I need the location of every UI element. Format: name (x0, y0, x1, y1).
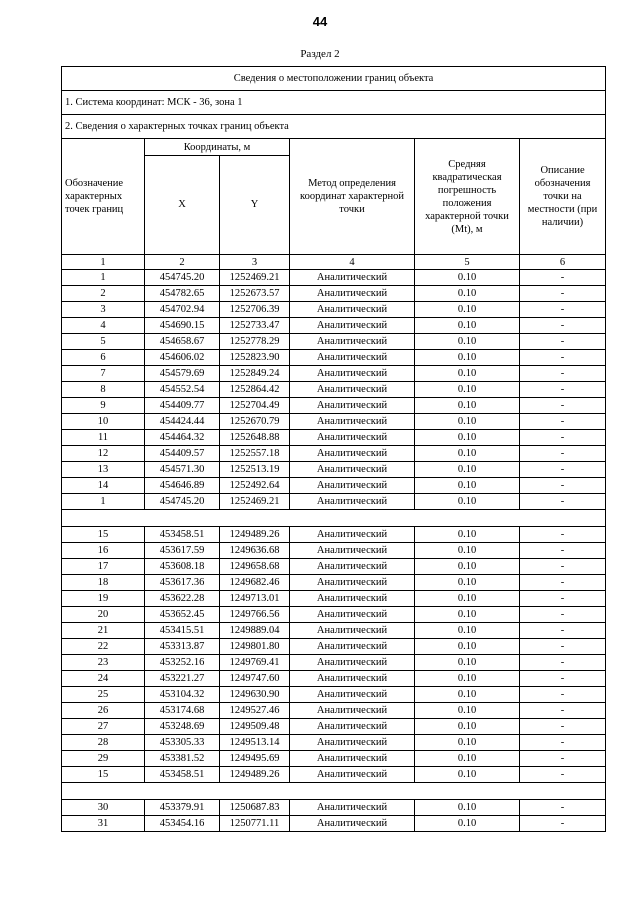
page-number: 44 (312, 14, 328, 29)
cell-point-id: 18 (62, 575, 145, 591)
cell-point-id: 3 (62, 302, 145, 318)
cell-point-id: 23 (62, 655, 145, 671)
cell-x: 454606.02 (145, 350, 220, 366)
cell-x: 453221.27 (145, 671, 220, 687)
cell-x: 454745.20 (145, 494, 220, 510)
cell-method: Аналитический (290, 382, 415, 398)
cell-point-id: 22 (62, 639, 145, 655)
cell-y: 1249489.26 (220, 767, 290, 783)
cell-x: 453313.87 (145, 639, 220, 655)
cell-x: 453458.51 (145, 767, 220, 783)
cell-method: Аналитический (290, 543, 415, 559)
cell-x: 453458.51 (145, 527, 220, 543)
cell-x: 453608.18 (145, 559, 220, 575)
table-row (62, 559, 606, 575)
cell-x: 453305.33 (145, 735, 220, 751)
cell-accuracy: 0.10 (415, 767, 520, 783)
cell-description: - (520, 366, 606, 382)
cell-point-id: 20 (62, 607, 145, 623)
table-row (62, 382, 606, 398)
column-number: 4 (290, 255, 415, 270)
cell-description: - (520, 318, 606, 334)
cell-accuracy: 0.10 (415, 671, 520, 687)
cell-y: 1252670.79 (220, 414, 290, 430)
cell-method: Аналитический (290, 478, 415, 494)
table-row (62, 687, 606, 703)
cell-description: - (520, 639, 606, 655)
cell-method: Аналитический (290, 655, 415, 671)
cell-x: 453617.59 (145, 543, 220, 559)
cell-accuracy: 0.10 (415, 751, 520, 767)
header-method: Метод определения координат характерной точки (290, 139, 415, 255)
cell-method: Аналитический (290, 751, 415, 767)
cell-accuracy: 0.10 (415, 334, 520, 350)
cell-x: 453622.28 (145, 591, 220, 607)
table-row (62, 302, 606, 318)
separator-cell (62, 783, 606, 800)
cell-accuracy: 0.10 (415, 478, 520, 494)
table-row (62, 430, 606, 446)
cell-point-id: 27 (62, 719, 145, 735)
cell-accuracy: 0.10 (415, 607, 520, 623)
cell-description: - (520, 270, 606, 286)
cell-method: Аналитический (290, 575, 415, 591)
boundary-table (61, 66, 606, 832)
table-row (62, 366, 606, 382)
table-row (62, 591, 606, 607)
cell-method: Аналитический (290, 462, 415, 478)
cell-accuracy: 0.10 (415, 430, 520, 446)
cell-method: Аналитический (290, 800, 415, 816)
cell-accuracy: 0.10 (415, 350, 520, 366)
cell-point-id: 1 (62, 270, 145, 286)
cell-y: 1249509.48 (220, 719, 290, 735)
cell-y: 1252849.24 (220, 366, 290, 382)
cell-point-id: 6 (62, 350, 145, 366)
cell-method: Аналитический (290, 302, 415, 318)
cell-x: 453379.91 (145, 800, 220, 816)
header-coordinates: Координаты, м (145, 139, 290, 156)
cell-method: Аналитический (290, 639, 415, 655)
separator-cell (62, 510, 606, 527)
cell-method: Аналитический (290, 623, 415, 639)
table-row (62, 671, 606, 687)
cell-description: - (520, 607, 606, 623)
column-number: 2 (145, 255, 220, 270)
cell-accuracy: 0.10 (415, 591, 520, 607)
cell-y: 1252823.90 (220, 350, 290, 366)
cell-point-id: 31 (62, 816, 145, 832)
table-row (62, 575, 606, 591)
cell-point-id: 28 (62, 735, 145, 751)
cell-method: Аналитический (290, 334, 415, 350)
cell-method: Аналитический (290, 446, 415, 462)
header-y: Y (220, 156, 290, 255)
table-row (62, 767, 606, 783)
table-row (62, 735, 606, 751)
cell-method: Аналитический (290, 671, 415, 687)
cell-accuracy: 0.10 (415, 286, 520, 302)
cell-method: Аналитический (290, 687, 415, 703)
cell-y: 1249489.26 (220, 527, 290, 543)
cell-x: 454464.32 (145, 430, 220, 446)
cell-y: 1252706.39 (220, 302, 290, 318)
cell-y: 1252469.21 (220, 494, 290, 510)
cell-description: - (520, 414, 606, 430)
cell-description: - (520, 816, 606, 832)
section-label: Раздел 2 (300, 48, 340, 60)
cell-description: - (520, 800, 606, 816)
cell-method: Аналитический (290, 559, 415, 575)
cell-description: - (520, 334, 606, 350)
cell-y: 1249630.90 (220, 687, 290, 703)
cell-x: 453652.45 (145, 607, 220, 623)
header-x: X (145, 156, 220, 255)
cell-description: - (520, 527, 606, 543)
cell-accuracy: 0.10 (415, 462, 520, 478)
cell-method: Аналитический (290, 703, 415, 719)
cell-description: - (520, 446, 606, 462)
cell-x: 453617.36 (145, 575, 220, 591)
cell-accuracy: 0.10 (415, 735, 520, 751)
header-accuracy: Средняя квадратическая погрешность положения характерной точки (Mt), м (415, 139, 520, 255)
cell-point-id: 14 (62, 478, 145, 494)
cell-accuracy: 0.10 (415, 527, 520, 543)
cell-y: 1252733.47 (220, 318, 290, 334)
cell-accuracy: 0.10 (415, 687, 520, 703)
cell-method: Аналитический (290, 767, 415, 783)
cell-point-id: 25 (62, 687, 145, 703)
table-row (62, 816, 606, 832)
cell-point-id: 1 (62, 494, 145, 510)
cell-y: 1252864.42 (220, 382, 290, 398)
cell-x: 454409.77 (145, 398, 220, 414)
cell-description: - (520, 543, 606, 559)
cell-y: 1250687.83 (220, 800, 290, 816)
table-row (62, 478, 606, 494)
table-row (62, 607, 606, 623)
cell-x: 454782.65 (145, 286, 220, 302)
cell-description: - (520, 286, 606, 302)
table-row (62, 655, 606, 671)
cell-description: - (520, 735, 606, 751)
cell-accuracy: 0.10 (415, 800, 520, 816)
cell-accuracy: 0.10 (415, 270, 520, 286)
cell-accuracy: 0.10 (415, 414, 520, 430)
cell-description: - (520, 655, 606, 671)
cell-x: 453252.16 (145, 655, 220, 671)
table-row (62, 462, 606, 478)
cell-x: 454745.20 (145, 270, 220, 286)
cell-point-id: 24 (62, 671, 145, 687)
table-row (62, 751, 606, 767)
cell-x: 453381.52 (145, 751, 220, 767)
cell-point-id: 30 (62, 800, 145, 816)
column-number-row (62, 255, 606, 270)
table-row (62, 623, 606, 639)
table-row (62, 800, 606, 816)
cell-point-id: 15 (62, 527, 145, 543)
cell-method: Аналитический (290, 398, 415, 414)
cell-method: Аналитический (290, 816, 415, 832)
cell-description: - (520, 575, 606, 591)
cell-point-id: 21 (62, 623, 145, 639)
cell-x: 454424.44 (145, 414, 220, 430)
table-row (62, 543, 606, 559)
header-point-id: Обозначение характерных точек границ (62, 139, 145, 255)
cell-x: 454690.15 (145, 318, 220, 334)
cell-point-id: 29 (62, 751, 145, 767)
cell-accuracy: 0.10 (415, 575, 520, 591)
cell-y: 1250771.11 (220, 816, 290, 832)
cell-description: - (520, 559, 606, 575)
table-row (62, 639, 606, 655)
group-separator-row (62, 783, 606, 800)
cell-method: Аналитический (290, 527, 415, 543)
cell-x: 453248.69 (145, 719, 220, 735)
table-row (62, 719, 606, 735)
cell-x: 453415.51 (145, 623, 220, 639)
points-heading: 2. Сведения о характерных точках границ объекта (62, 115, 606, 139)
cell-description: - (520, 751, 606, 767)
cell-accuracy: 0.10 (415, 494, 520, 510)
cell-x: 453104.32 (145, 687, 220, 703)
table-row (62, 527, 606, 543)
cell-point-id: 15 (62, 767, 145, 783)
cell-description: - (520, 671, 606, 687)
cell-accuracy: 0.10 (415, 382, 520, 398)
cell-point-id: 4 (62, 318, 145, 334)
cell-y: 1252673.57 (220, 286, 290, 302)
cell-point-id: 11 (62, 430, 145, 446)
cell-method: Аналитический (290, 414, 415, 430)
cell-y: 1249513.14 (220, 735, 290, 751)
cell-x: 454646.89 (145, 478, 220, 494)
cell-method: Аналитический (290, 270, 415, 286)
cell-description: - (520, 719, 606, 735)
column-number: 1 (62, 255, 145, 270)
cell-point-id: 7 (62, 366, 145, 382)
table-row (62, 350, 606, 366)
cell-y: 1252557.18 (220, 446, 290, 462)
cell-point-id: 5 (62, 334, 145, 350)
cell-y: 1252648.88 (220, 430, 290, 446)
table-title: Сведения о местоположении границ объекта (62, 67, 606, 91)
table-row (62, 494, 606, 510)
cell-accuracy: 0.10 (415, 703, 520, 719)
cell-y: 1252704.49 (220, 398, 290, 414)
table-row (62, 414, 606, 430)
cell-y: 1249747.60 (220, 671, 290, 687)
cell-y: 1249636.68 (220, 543, 290, 559)
cell-accuracy: 0.10 (415, 816, 520, 832)
cell-description: - (520, 478, 606, 494)
table-row (62, 318, 606, 334)
cell-description: - (520, 767, 606, 783)
cell-description: - (520, 350, 606, 366)
cell-point-id: 19 (62, 591, 145, 607)
cell-point-id: 26 (62, 703, 145, 719)
cell-x: 454552.54 (145, 382, 220, 398)
cell-x: 453174.68 (145, 703, 220, 719)
cell-method: Аналитический (290, 318, 415, 334)
cell-y: 1249658.68 (220, 559, 290, 575)
table-row (62, 334, 606, 350)
cell-method: Аналитический (290, 494, 415, 510)
cell-accuracy: 0.10 (415, 623, 520, 639)
cell-x: 454658.67 (145, 334, 220, 350)
cell-accuracy: 0.10 (415, 446, 520, 462)
column-number: 6 (520, 255, 606, 270)
cell-point-id: 13 (62, 462, 145, 478)
cell-description: - (520, 398, 606, 414)
column-number: 3 (220, 255, 290, 270)
coord-system: 1. Система координат: МСК - 36, зона 1 (62, 91, 606, 115)
cell-y: 1252492.64 (220, 478, 290, 494)
table-row (62, 398, 606, 414)
cell-y: 1249889.04 (220, 623, 290, 639)
cell-accuracy: 0.10 (415, 655, 520, 671)
cell-accuracy: 0.10 (415, 302, 520, 318)
table-row (62, 270, 606, 286)
cell-y: 1252469.21 (220, 270, 290, 286)
cell-x: 454571.30 (145, 462, 220, 478)
cell-method: Аналитический (290, 735, 415, 751)
cell-point-id: 8 (62, 382, 145, 398)
cell-description: - (520, 687, 606, 703)
cell-description: - (520, 462, 606, 478)
cell-point-id: 12 (62, 446, 145, 462)
cell-y: 1249495.69 (220, 751, 290, 767)
cell-point-id: 2 (62, 286, 145, 302)
cell-y: 1249682.46 (220, 575, 290, 591)
cell-accuracy: 0.10 (415, 543, 520, 559)
cell-accuracy: 0.10 (415, 639, 520, 655)
table-row (62, 286, 606, 302)
cell-description: - (520, 591, 606, 607)
cell-description: - (520, 430, 606, 446)
cell-y: 1249766.56 (220, 607, 290, 623)
group-separator-row (62, 510, 606, 527)
cell-description: - (520, 382, 606, 398)
cell-description: - (520, 703, 606, 719)
cell-point-id: 16 (62, 543, 145, 559)
cell-method: Аналитический (290, 350, 415, 366)
cell-method: Аналитический (290, 591, 415, 607)
cell-accuracy: 0.10 (415, 559, 520, 575)
header-description: Описание обозначения точки на местности (при наличии) (520, 139, 606, 255)
cell-y: 1249713.01 (220, 591, 290, 607)
cell-y: 1249801.80 (220, 639, 290, 655)
cell-method: Аналитический (290, 286, 415, 302)
cell-x: 453454.16 (145, 816, 220, 832)
table-row (62, 446, 606, 462)
cell-y: 1252513.19 (220, 462, 290, 478)
cell-y: 1249769.41 (220, 655, 290, 671)
cell-description: - (520, 494, 606, 510)
table-row (62, 703, 606, 719)
cell-point-id: 17 (62, 559, 145, 575)
column-number: 5 (415, 255, 520, 270)
cell-description: - (520, 623, 606, 639)
cell-description: - (520, 302, 606, 318)
cell-accuracy: 0.10 (415, 366, 520, 382)
cell-accuracy: 0.10 (415, 398, 520, 414)
cell-method: Аналитический (290, 719, 415, 735)
cell-point-id: 10 (62, 414, 145, 430)
cell-point-id: 9 (62, 398, 145, 414)
cell-method: Аналитический (290, 430, 415, 446)
cell-x: 454702.94 (145, 302, 220, 318)
cell-y: 1249527.46 (220, 703, 290, 719)
cell-method: Аналитический (290, 366, 415, 382)
cell-accuracy: 0.10 (415, 318, 520, 334)
cell-x: 454409.57 (145, 446, 220, 462)
cell-x: 454579.69 (145, 366, 220, 382)
cell-y: 1252778.29 (220, 334, 290, 350)
cell-method: Аналитический (290, 607, 415, 623)
cell-accuracy: 0.10 (415, 719, 520, 735)
